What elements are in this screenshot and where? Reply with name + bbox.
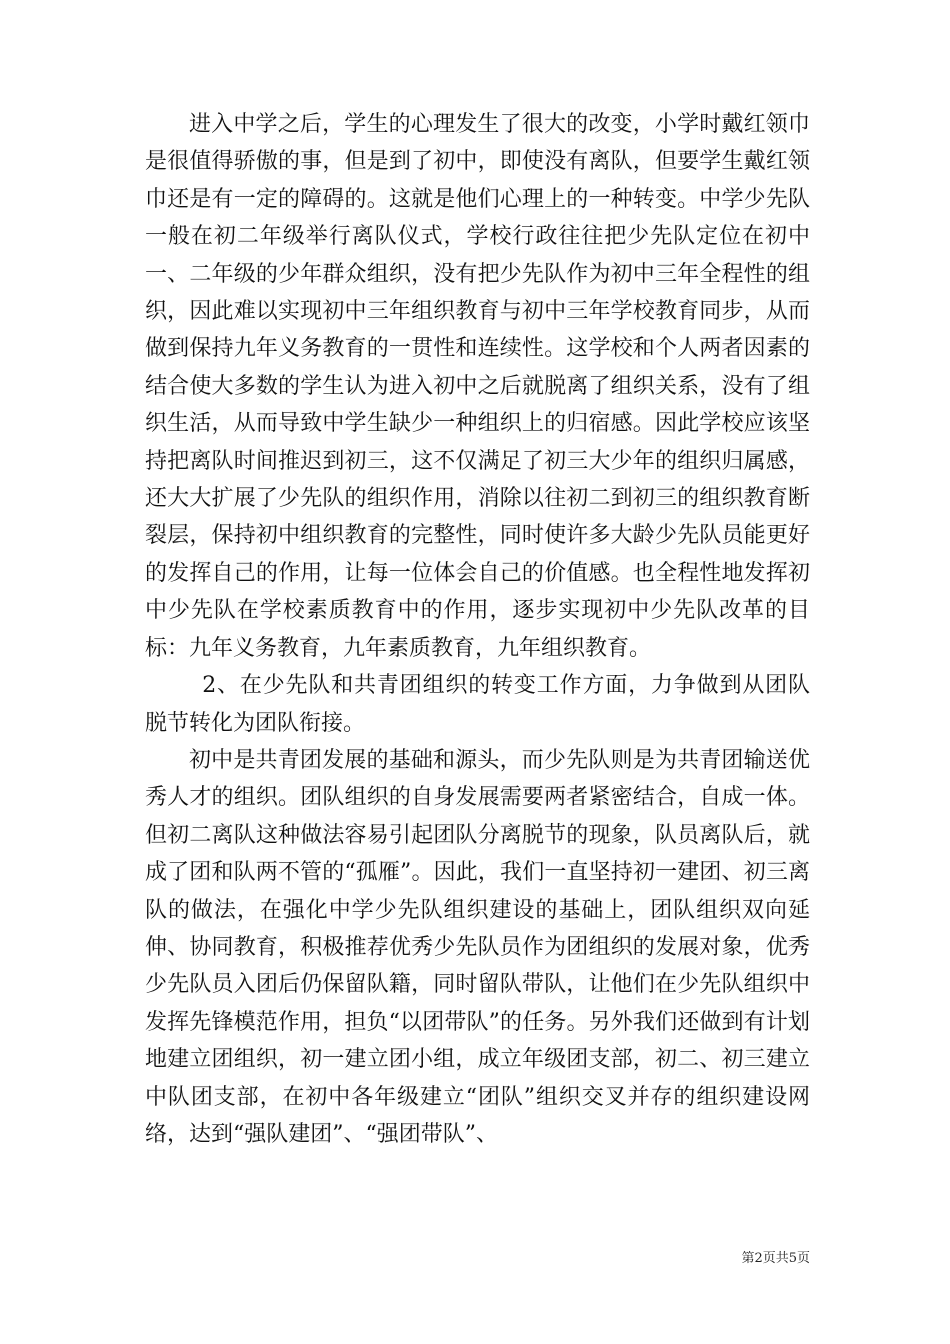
- page-number: 第2页共5页: [741, 1251, 810, 1266]
- document-body: [145, 106, 810, 1153]
- paragraph-3: 初中是共青团发展的基础和源头，而少先队则是为共青团输送优秀人才的组织。团队组织的自身发展需要两者紧密结合，自成一体。但初二离队这种做法容易引起团队分离脱节的现象，队员离队后，就成了团和队两不管的“孤雁”。因此，我们一直坚持初一建团、初三离队的做法，在强化中学少先队组织建设的基础上，团队组织双向延伸、协同教育，积极推荐优秀少先队员作为团组织的发展对象，优秀少先队员入团后仍保留队籍，同时留队带队，让他们在少先队组织中发挥先锋模范作用，担负“以团带队”的任务。另外我们还做到有计划地建立团组织，初一建立团小组，成立年级团支部，初二、初三建立中队团支部，在初中各年级建立“团队”组织交叉并存的组织建设网络，达到“强队建团”、“强团带队”、: [145, 747, 810, 1147]
- paragraph-2-heading: 2、在少先队和共青团组织的转变工作方面，力争做到从团队脱节转化为团队衔接。: [145, 673, 810, 736]
- paragraph-1: 进入中学之后，学生的心理发生了很大的改变，小学时戴红领巾是很值得骄傲的事，但是到了初中，即使没有离队，但要学生戴红领巾还是有一定的障碍的。这就是他们心理上的一种转变。中学少先队一般在初二年级举行离队仪式，学校行政往往把少先队定位在初中一、二年级的少年群众组织，没有把少先队作为初中三年全程性的组织，因此难以实现初中三年组织教育与初中三年学校教育同步，从而做到保持九年义务教育的一贯性和连续性。这学校和个人两者因素的结合使大多数的学生认为进入初中之后就脱离了组织关系，没有了组织生活，从而导致中学生缺少一种组织上的归宿感。因此学校应该坚持把离队时间推迟到初三，这不仅满足了初三大少年的组织归属感，还大大扩展了少先队的组织作用，消除以往初二到初三的组织教育断裂层，保持初中组织教育的完整性，同时使许多大龄少先队员能更好的发挥自己的作用，让每一位体会自己的价值感。也全程性地发挥初中少先队在学校素质教育中的作用，逐步实现初中少先队改革的目标：九年义务教育，九年素质教育，九年组织教育。: [145, 112, 810, 661]
